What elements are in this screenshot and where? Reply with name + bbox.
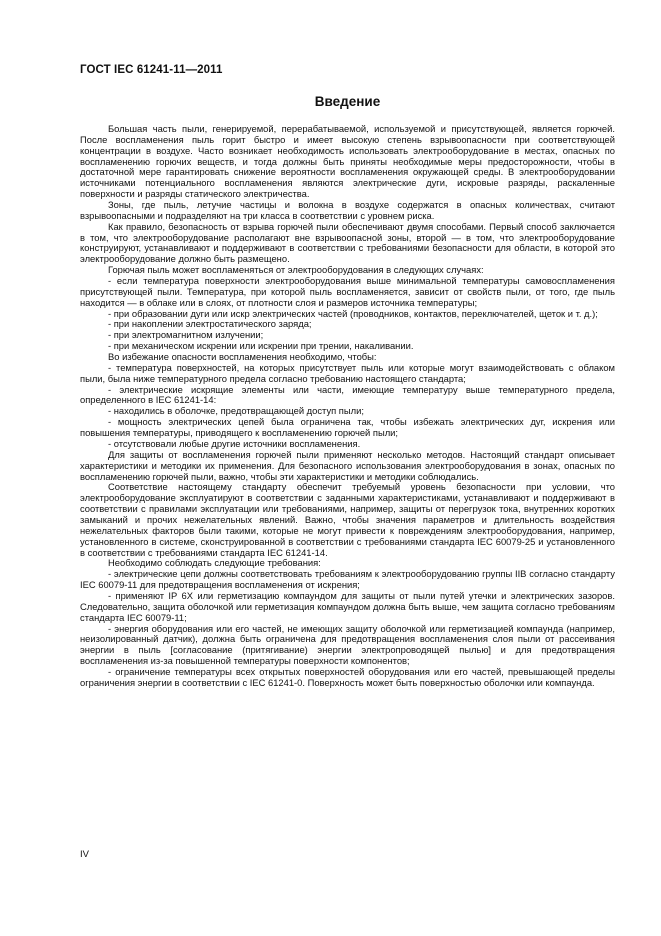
list-item: - применяют IP 6X или герметизацию компаундом для защиты от пыли путей утечки и электрических зазоров. Следовательно, защита оболочкой или герметизация компаундом должна быть выше, чем защита согласно требованиям стандарта IEC 60079-11; [80, 589, 615, 623]
paragraph: Горючая пыль может воспламеняться от электрооборудования в следующих случаях: [108, 264, 484, 276]
list-item: - энергия оборудования или его частей, не имеющих защиту оболочкой или герметизацией компаунда (например, неизолированный датчик), должна быть ограничена для предотвращения воспламенения слоя пыли от рассеивания энергии в пыль [согласование (притягивание) энергии электропроводящей пылью] и для предотвращения воспламенения из-за повышенной температуры поверхности компонентов; [80, 622, 615, 667]
list-item: - при накоплении электростатического заряда; [108, 318, 312, 330]
body-text [80, 124, 615, 689]
list-item: - при механическом искрении или искрении при трении, накаливании. [108, 340, 414, 352]
list-item: - температура поверхностей, на которых присутствует пыль или которые могут взаимодействовать с облаком пыли, была ниже температурного предела согласно требованию настоящего стандарта; [80, 361, 615, 384]
list-item: - при электромагнитном излучении; [108, 329, 264, 341]
paragraph: Зоны, где пыль, летучие частицы и волокна в воздухе содержатся в опасных количествах, считают взрывоопасными и подразделяют на три класса в соответствии с уровнем риска. [80, 199, 615, 221]
section-title: Введение [314, 94, 381, 109]
page-number: IV [80, 849, 89, 860]
paragraph: Для защиты от воспламенения горючей пыли применяют несколько методов. Настоящий стандарт описывает характеристики и методики их применения. Для безопасного использования электрооборудования в зонах, опасных по воспламенению горючей пыли, важно, чтобы эти характеристики и методики соблюдались. [80, 448, 615, 482]
paragraph: Как правило, безопасность от взрыва горючей пыли обеспечивают двумя способами. Первый способ заключается в том, что электрооборудование располагают вне взрывоопасной зоны, второй — в том, что электрооборудование конструируют, устанавливают и поддерживают в соответствии с требованиями безопасности для области, в которой это электрооборудование должно быть размещено. [80, 220, 615, 265]
list-item: - мощность электрических цепей была ограничена так, чтобы избежать электрических дуг, искрения или повышения температуры, приводящего к воспламенению горючей пыли; [80, 416, 615, 439]
paragraph: Большая часть пыли, генерируемой, перерабатываемой, используемой и присутствующей, является горючей. После воспламенения пыль горит быстро и имеет высокую степень взрывоопасности при соответствующей концентрации в воздухе. Часто возникает необходимость использовать электрооборудование в местах, опасных по воспламенению горючих веществ, и тогда должны быть приняты необходимые меры предосторожности, чтобы в достаточной мере гарантировать снижение вероятности воспламенения окружающей среды. В электрооборудовании источниками потенциального воспламенения являются электрические дуги, искровые разряды, раскаленные поверхности и разряды статического электричества. [80, 123, 615, 200]
list-item: - электрические искрящие элементы или части, имеющие температуру выше температурного предела, определенного в IEC 61241-14: [80, 383, 615, 406]
paragraph: Во избежание опасности воспламенения необходимо, чтобы: [108, 351, 377, 363]
list-item: - находились в оболочке, предотвращающей доступ пыли; [108, 405, 364, 417]
list-item: - ограничение температуры всех открытых поверхностей оборудования или его частей, превышающей пределы ограничения энергии в соответствии с IEC 61241-0. Поверхность может быть поверхностью оболочки или компаунда. [80, 665, 615, 688]
list-item: - при образовании дуги или искр электрических частей (проводников, контактов, переключателей, щеток и т. д.); [108, 307, 598, 319]
list-item: - электрические цепи должны соответствовать требованиям к электрооборудованию группы IIB согласно стандарту IEC 60079-11 для предотвращения воспламенения от искрения; [80, 568, 615, 591]
paragraph: Соответствие настоящему стандарту обеспечит требуемый уровень безопасности при условии, что электрооборудование эксплуатируют в соответствии с заданными характеристиками, устанавливают и поддерживают в соответствии с правилами эксплуатации или требованиями, например, защиты от перегрузок тока, внутренних коротких замыканий и прочих нежелательных явлений. Важно, чтобы значения параметров и длительность воздействия нежелательных факторов были такими, которые не могут привести к повреждениям электрооборудования, например, установленного в системе, сконструированной в соответствии с требованиями стандарта IEC 60079-25 и установленного в соответствии с требованиями стандарта IEC 61241-14. [80, 481, 615, 558]
list-item: - отсутствовали любые другие источники воспламенения. [108, 437, 361, 449]
list-item: - если температура поверхности электрооборудования выше минимальной температуры самовоспламенения присутствующей пыли. Температура, при которой пыль воспламеняется, зависит от свойств пыли, от того, где пыль находится — в облаке или в слоях, от плотности слоя и размеров источника температуры; [80, 275, 615, 308]
document-header: ГОСТ IEC 61241-11—2011 [80, 64, 223, 76]
paragraph: Необходимо соблюдать следующие требования: [108, 557, 321, 569]
